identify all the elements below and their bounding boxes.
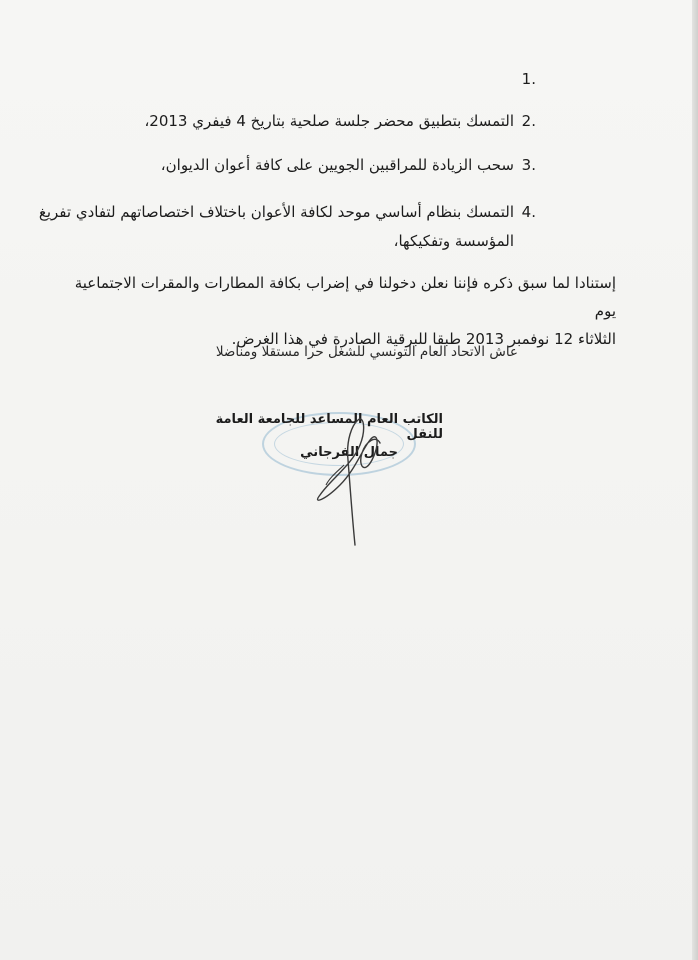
list-item	[76, 112, 536, 156]
list-text-line-2: المؤسسة وتفكيكها،	[393, 232, 514, 250]
list-number: .4	[521, 203, 536, 221]
list-text: سحب الزيادة للمراقبين الجويين على كافة أعوان الديوان،	[160, 156, 514, 174]
paragraph-line-2: الثلاثاء 12 نوفمبر 2013 طبقا للبرقية الصادرة في هذا الغرض.	[231, 330, 616, 348]
list-text: التمسك بتطبيق محضر جلسة صلحية بتاريخ 4 فيفري 2013،	[144, 112, 514, 130]
list-item	[76, 156, 536, 198]
paragraph-line-1: إستنادا لما سبق ذكره فإننا نعلن دخولنا في إضراب بكافة المطارات والمقرات الاجتماعية يوم	[74, 274, 616, 320]
signatory-name: جمال الفرجاني	[300, 445, 398, 460]
list-item	[0, 198, 536, 256]
list-number: .3	[521, 156, 536, 174]
demands-list	[38, 70, 536, 256]
signatory-title: الكاتب العام المساعد للجامعة العامة للنقل	[215, 412, 443, 442]
handwritten-signature	[300, 405, 410, 555]
list-number: .2	[521, 112, 536, 130]
page-edge-shadow	[692, 0, 698, 960]
list-text-line-1: التمسك بنظام أساسي موحد لكافة الأعوان باختلاف اختصاصاتهم لتفادي تفريغ	[38, 203, 514, 221]
list-item	[76, 70, 536, 112]
list-number: .1	[521, 70, 536, 88]
closing-slogan: عاش الاتحاد العام التونسي للشغل حرا مستقلا ومناضلا	[215, 344, 518, 360]
strike-announcement-paragraph	[56, 269, 616, 353]
